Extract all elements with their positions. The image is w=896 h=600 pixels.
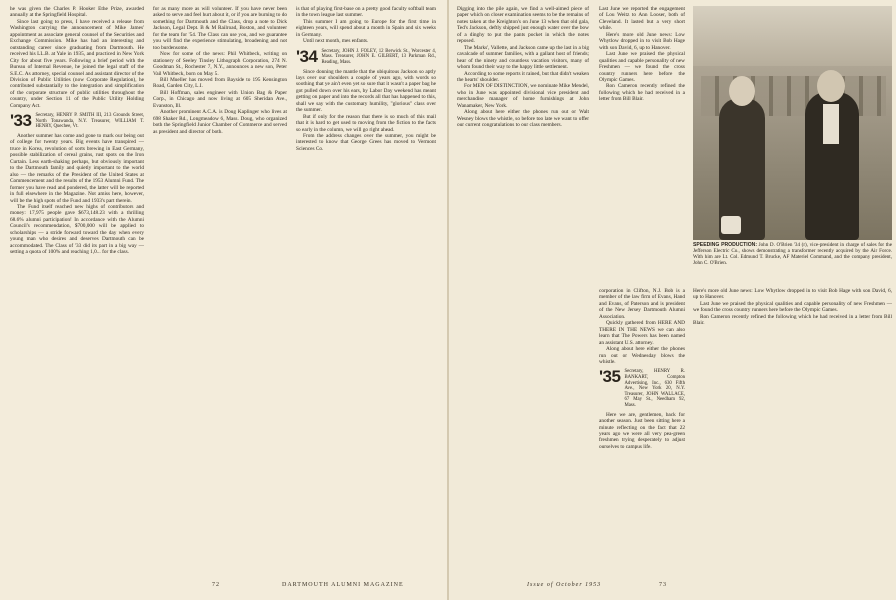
speeding-production-photo (693, 6, 892, 240)
class-header-33 (10, 113, 144, 130)
photo-transformer-cap (721, 216, 741, 234)
page-number-left: 72 (212, 582, 220, 588)
paragraph: For MEN OF DISTINCTION, we nominate Mike Mendel, who in June was appointed divisional vice president and merchandise manager of home furnishings at John Wanamaker, New York. (457, 83, 589, 109)
paragraph: for as many more as will volunteer. If you have never been asked to serve and feel hurt about it, or if you are burning to do something for Dartmouth and the Class, drop a note to Dick Jackson, Legal Dept. B & M Railroad, Boston, and volunteer for the team for '54. The Class can use you, and we guarantee you will find the experience stimulating, broadening and not too burdensome. (153, 6, 287, 51)
left-column-2 (153, 6, 287, 580)
paragraph: But if only for the reason that there is so much of this mail that it is hard to get used to moving from the fiction to the facts so early in the column, we will go right ahead. (296, 113, 436, 133)
paragraph: Last June we praised the physical qualities and capable personality of new Freshmen — we found the cross country runners here before the Olympic Games. (599, 51, 685, 83)
paragraph: corporation in Clifton, N.J. Bob is a member of the law firm of Evans, Hand and Evans, of Paterson and is president of the New Jersey Dartmouth Alumni Association. (599, 288, 685, 320)
paragraph: Until next month, mes enfants. (303, 38, 369, 45)
paragraph: Another summer has come and gone to mark our being out of college for twenty years. Big events have transpired — truce in Korea, revolution of sorts brewing in East Germany, possible stabilization of cereal grains, rust spots on the Iron Curtain. Less earth-shaking perhaps, but obviously important to the Dartmouth family and quietly important to the world also — the remarks of the President of the United States at Commencement and the results of the 1953 Alumni Fund. The former you have read and pondered, the latter will be reported in full elsewhere in the Magazine. Not amiss here, however, will be the high spots of the Fund and 1933's part therein. (10, 133, 144, 204)
paragraph: is that of playing first-base on a pretty good faculty softball team in the town league last summer. (296, 6, 436, 19)
paragraph: Quickly gathered from HERE AND THERE IN THE NEWS we can also learn that The Powers has been named an assistant U.S. attorney. (599, 320, 685, 346)
class-officers: Secretary, HENRY P. SMITH III, 213 Grounds Street, North Tonawanda, N.Y. Treasurer, WILLIAM T. HENRY, Quechee, Vt. (35, 113, 144, 130)
paragraph: Bill Mueller has moved from Bayside to 195 Kensington Road, Garden City, L.I. (153, 76, 287, 90)
paragraph: Digging into the pile again, we find a well-aimed piece of paper which on closer examination seems to be the remains of notes taken at the Kreighton's on June 13 when that old gala, Ted's Jackson, deftly shipped just enough water over the bow of a dinghy to put the pants pocket in which the notes reposed. (457, 6, 589, 45)
right-column-2-bottom (599, 288, 685, 578)
paragraph: The Fund itself reached new highs of contributors and money: 17,975 people gave $673,148.23 with a thrilling 68.6% alumni participation! In accordance with the Alumni Council's recommendation, $700,000 will be applied to scholarships — a stride forward toward the day when every young man who desires and deserves Dartmouth can be accommodated. The Class of '33 did its part in a big way — setting a quota of 100% and reaching 1,0... for the class. (10, 204, 144, 256)
right-column-3-bottom (693, 288, 892, 578)
left-column-1 (10, 6, 144, 580)
paragraph: Last June we praised the physical qualities and capable personality of new Freshmen — we found the cross country runners here before the Olympic Games. (693, 300, 892, 314)
paragraph: Here's more old June news: Low Whytlow dropped in to visit Bob Hage with son David, 6, up to Hanover. (693, 288, 892, 301)
paragraph: Along about here either the phones run out or Walt Wesney blows the whistle, so before too late we want to offer our current congratulations to our class members. (457, 109, 589, 129)
class-officers: Secretary, HENRY R. BANKART, Compton Advertising, Inc., 630 Fifth Ave., New York 20, N.Y. Treasurer, JOHN WALLACE, 67 May St., Needham 92, Mass. (624, 369, 685, 408)
left-page (0, 0, 447, 600)
paragraph: Along about here either the phones run out or Wednesday blows the whistle. (599, 346, 685, 365)
paragraph: Last June we reported the engagement of Lou Weitz to Ann Looser, both of Cleveland. It lasted but a very short while. (599, 6, 685, 32)
right-column-1 (457, 6, 589, 580)
paragraph: Another prominent A.C.A. is Doug Kaplinger who lives at 698 Shaker Rd., Longmeadow 6, Mass. Doug, who organized both the Springfield Junior Chamber of Commerce and served as president and director of both. (153, 109, 287, 135)
paragraph: From the address changes over the summer, you might be interested to know that George Grees has moved to Vermont Sciences Co. (296, 133, 436, 152)
paragraph: he was given the Charles P. Hooker Ethe Prize, awarded annually at the Springfield Hospital. (10, 6, 144, 19)
paragraph: Bill Hoffman, sales engineer with Union Bag & Paper Corp., in Chicago and now living at 605 Sheridan Ave., Evanston, Ill. (153, 89, 287, 109)
photo-figure-left-head (729, 76, 755, 106)
paragraph: The Marks', Vallette, and Jackson came up the last in a big cavalcade of summer families, with a gallant host of friends; hear of the ninety and countless vacation visitors, many of whom found their way to the happy little settlement. (457, 44, 589, 71)
paragraph: Here we are, gentlemen, back for another season. Just been sitting here a minute reflecting on the fact that 22 years ago we were all very pea-green freshmen trying desperately to adjust ourselves to campus life. (599, 411, 685, 450)
paragraph: This summer I am going to Europe for the first time in eighteen years, will spend about a month in Spain and six weeks in Germany. (296, 18, 436, 38)
paragraph: Since donning the mantle that the ubiquitous Jackson so aptly lays over our shoulders a couple of years ago, with words so soothing that ye ain't even yet so sure that it wasn't a paper bag he got pulled down over his ears, by Labor Day weekend has meant getting on paper and into the records all that has happened to this, shall we say with the customary humility, "glorious" class over the summer. (296, 68, 436, 114)
right-column-2-top (599, 6, 685, 242)
class-officers: Secretary, JOHN J. FOLEY, 12 Berwick St., Worcester 4, Mass. Treasurer, JOHN E. GILBERT, 13 Parkman Rd., Reading, Mass. (321, 48, 436, 65)
photo-figure-right-head (817, 70, 845, 102)
paragraph: According to some reports it rained, but that didn't weaken the hearts' shoulder. (457, 70, 589, 83)
issue-date: Issue of October 1953 (527, 582, 602, 588)
class-header-35 (599, 369, 685, 408)
photo-caption (693, 242, 892, 266)
photo-background (693, 6, 892, 66)
magazine-title: DARTMOUTH ALUMNI MAGAZINE (282, 582, 404, 588)
class-year-number: '33 (10, 111, 32, 131)
right-page (449, 0, 896, 600)
class-year-number: '34 (296, 46, 318, 66)
paragraph: Ron Cameron recently refined the following which he had received in a letter from Bill Blair. (693, 313, 892, 327)
paragraph: Here's more old June news: Low Whytlow dropped in to visit Bob Hage with son David, 6, up to Hanover. (599, 31, 685, 51)
class-year-number: '35 (599, 367, 621, 387)
paragraph: Now for some of the news: Phil Whitbeck, writing on stationery of Seeley Tinsley Lithograph Corporation, 274 N. Goodman St., Rochester 7, N.Y., announces a new son, Peter Vail Whitbeck, born on May 5. (153, 51, 287, 77)
left-column-3 (296, 6, 436, 580)
page-number-right: 73 (659, 582, 667, 588)
photo-figure-shirt (823, 104, 839, 144)
paragraph: Ron Cameron recently refined the following which he had received in a letter from Bill Blair. (599, 83, 685, 103)
caption-text: John D. O'Brien '34 (r), vice-president in charge of sales for the Jefferson Electric Co., shows demonstrating a transformer recently acquired by the Air Force. With him are Lt. Col. Edmund T. Brucke, AF Materiel Command, and the company president, John C. O'Brien. (693, 242, 892, 267)
paragraph: Since last going to press, I have received a release from Washington carrying the announcement of Mike James' appointment as associate general counsel of the Securities and Exchange Commission. Mike has had an interesting and outstanding career since graduating from Dartmouth. He received his LL.B. at Yale in 1935, and practiced in New York City for about five years. Following a brief period with the Bureau of Internal Revenue, he joined the legal staff of the S.E.C. As attorney, special counsel and assistant director of the Division of Public Utilities (now Corporate Regulation), he contributed substantially to the integration and simplification of the corporate structure of public utilities throughout the country, under Section 11 of the Public Utility Holding Company Act. (10, 18, 144, 109)
caption-heading: SPEEDING PRODUCTION: (693, 242, 758, 248)
class-header-34 (296, 46, 436, 66)
